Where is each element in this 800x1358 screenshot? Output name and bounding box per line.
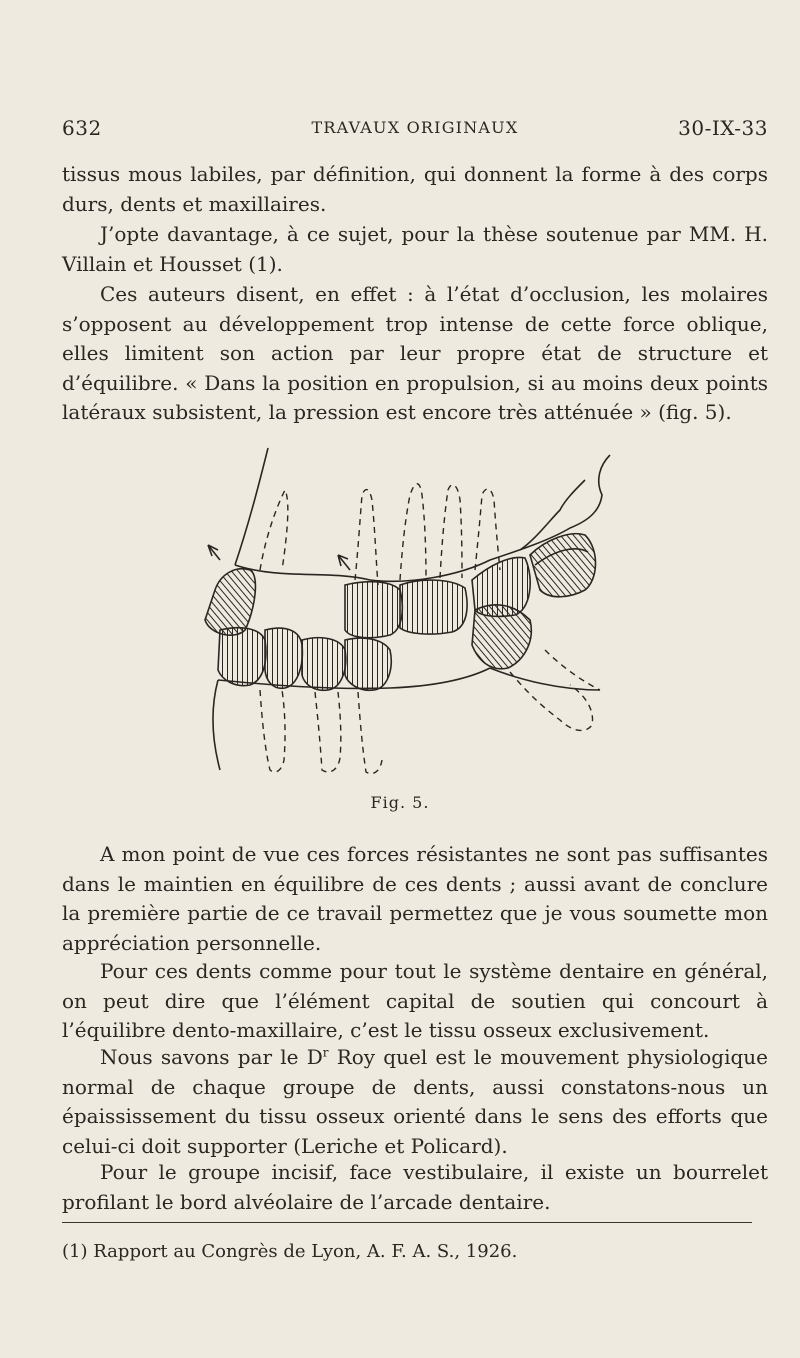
force-arrow-center [338,555,350,570]
p6-text-before: Nous savons par le D [100,1045,323,1069]
p6-text-after: Roy quel est le mouvement physiologique normal de chaque groupe de dents, aussi constatons-nous un épaississement du tissu osseux orienté dans le sens des efforts que celui-ci doit supporter (Leriche et Policard). [62,1045,768,1158]
dental-occlusion-drawing [190,440,650,795]
upper-tooth-3 [400,580,467,634]
lower-tooth-1 [218,628,266,686]
paragraph-7: Pour le groupe incisif, face vestibulaire, il existe un bourrelet profilant le bord alvéolaire de l’arcade dentaire. [62,1160,768,1214]
footnote-rule [62,1222,752,1223]
running-title: TRAVAUX ORIGINAUX [311,118,519,137]
lower-tooth-3 [302,638,346,691]
figure-5-illustration [190,440,650,795]
paragraph-3: Ces auteurs disent, en effet : à l’état d’occlusion, les molaires s’opposent au développement trop intense de cette force oblique, elles limitent son action par leur propre état de structure et d’équilibre. « Dans la position en propulsion, si au moins deux points latéraux subsistent, la pression est encore très atténuée » (fig. 5). [62,282,768,425]
issue-date: 30-IX-33 [678,116,768,140]
page-number: 632 [62,116,102,140]
lower-tooth-4 [345,638,391,690]
upper-tooth-1 [205,569,255,636]
paragraph-5: Pour ces dents comme pour tout le système dentaire en général, on peut dire que l’élément capital de soutien qui concourt à l’équilibre dento-maxillaire, c’est le tissu osseux exclusivement. [62,959,768,1043]
doctor-superscript: r [322,1045,329,1060]
upper-tooth-2 [345,582,402,638]
figure-caption: Fig. 5. [370,793,430,812]
paragraph-4: A mon point de vue ces forces résistantes ne sont pas suffisantes dans le maintien en équilibre de ces dents ; aussi avant de conclure la première partie de ce travail permettez que je vous soumette mon appréciation personnelle. [62,842,768,955]
paragraph-2: J’opte davantage, à ce sujet, pour la thèse soutenue par MM. H. Villain et Housset (1). [62,222,768,276]
running-head [62,116,768,146]
force-arrow-left [208,545,220,560]
paragraph-6 [62,1043,768,1161]
paragraph-1: tissus mous labiles, par définition, qui donnent la forme à des corps durs, dents et maxillaires. [62,162,768,216]
footnote: (1) Rapport au Congrès de Lyon, A. F. A. S., 1926. [62,1241,518,1262]
lower-tooth-2 [265,628,302,688]
lower-tooth-5 [472,605,531,669]
